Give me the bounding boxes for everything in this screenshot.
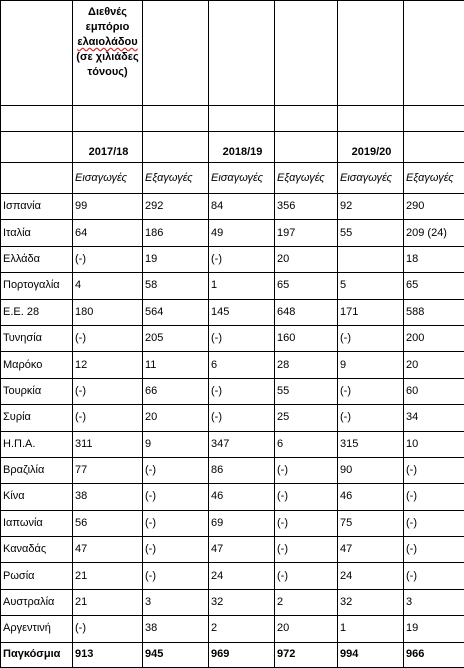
table-row [1,325,464,351]
table-row [1,246,464,272]
value-cell: (-) [404,563,464,589]
value-cell: 290 [404,194,464,220]
value-cell: 69 [209,510,275,536]
blank-cell [275,106,338,132]
value-cell: 84 [209,194,275,220]
table-row [1,510,464,536]
table-row [1,352,464,378]
table-row [1,616,464,642]
value-cell: 64 [73,220,143,246]
value-cell: 6 [209,352,275,378]
table-row [1,220,464,246]
subheader-imports: Εισαγωγές [209,163,275,194]
subheader-row [1,163,464,194]
blank-cell [209,106,275,132]
value-cell: 180 [73,299,143,325]
country-cell: Ιαπωνία [1,510,73,536]
year-empty-cell [404,132,464,163]
value-cell: (-) [338,378,404,404]
value-cell: 65 [275,273,338,299]
value-cell: (-) [404,510,464,536]
value-cell: 46 [209,484,275,510]
value-cell: (-) [338,405,404,431]
value-cell: 58 [143,273,209,299]
value-cell: 200 [404,325,464,351]
value-cell: 28 [275,352,338,378]
value-cell: (-) [275,484,338,510]
value-cell: 19 [404,616,464,642]
value-cell: 99 [73,194,143,220]
value-cell: 20 [275,616,338,642]
value-cell: 47 [73,537,143,563]
table-row [1,378,464,404]
value-cell: 966 [404,642,464,667]
table-row [1,299,464,325]
value-cell: 20 [143,405,209,431]
value-cell: (-) [73,378,143,404]
value-cell: 197 [275,220,338,246]
value-cell: (-) [143,457,209,483]
value-cell: 12 [73,352,143,378]
value-cell: 969 [209,642,275,667]
value-cell: (-) [73,325,143,351]
value-cell: (-) [275,537,338,563]
value-cell: (-) [73,246,143,272]
value-cell: 11 [143,352,209,378]
country-cell: Ρωσία [1,563,73,589]
title-empty-cell [338,1,404,106]
country-cell: Αργεντινή [1,616,73,642]
value-cell: (-) [209,246,275,272]
value-cell: (-) [143,484,209,510]
country-cell: Η.Π.Α. [1,431,73,457]
subheader-empty-cell [1,163,73,194]
value-cell: 292 [143,194,209,220]
country-cell: Ιταλία [1,220,73,246]
year-empty-cell [143,132,209,163]
value-cell: (-) [143,563,209,589]
value-cell: 49 [209,220,275,246]
value-cell: (-) [404,537,464,563]
value-cell: 55 [275,378,338,404]
value-cell: 6 [275,431,338,457]
value-cell: (-) [73,405,143,431]
value-cell: 90 [338,457,404,483]
table-row [1,537,464,563]
table-row [1,563,464,589]
value-cell: (-) [209,405,275,431]
value-cell: 186 [143,220,209,246]
value-cell: 5 [338,273,404,299]
subheader-imports: Εισαγωγές [338,163,404,194]
year-empty-cell [275,132,338,163]
value-cell: 347 [209,431,275,457]
value-cell: 564 [143,299,209,325]
year-label: 2019/20 [340,146,403,159]
value-cell: (-) [338,325,404,351]
title-empty-cell [209,1,275,106]
title-row [1,1,464,106]
value-cell: 945 [143,642,209,667]
value-cell: 9 [338,352,404,378]
table-row [1,273,464,299]
country-cell: Τουρκία [1,378,73,404]
value-cell: 25 [275,405,338,431]
value-cell: 2 [275,589,338,615]
title-empty-cell [404,1,464,106]
value-cell: 311 [73,431,143,457]
value-cell: (-) [275,457,338,483]
title-empty-cell [143,1,209,106]
country-cell: Βραζιλία [1,457,73,483]
subheader-imports: Εισαγωγές [73,163,143,194]
value-cell: 46 [338,484,404,510]
blank-row [1,106,464,132]
value-cell: 32 [209,589,275,615]
title-line-2: εμπόριο [86,21,130,33]
value-cell: 2 [209,616,275,642]
year-header-row [1,132,464,163]
country-cell: Κίνα [1,484,73,510]
title-underlined-word: ελαιολάδου [77,36,137,48]
blank-cell [143,106,209,132]
value-cell: (-) [143,510,209,536]
value-cell: (-) [209,325,275,351]
country-cell: Τυνησία [1,325,73,351]
value-cell: 86 [209,457,275,483]
value-cell: 77 [73,457,143,483]
value-cell: 56 [73,510,143,536]
year-label: 2017/18 [75,146,142,159]
table-row [1,589,464,615]
value-cell: 10 [404,431,464,457]
table-row [1,457,464,483]
table-row [1,431,464,457]
value-cell: 38 [143,616,209,642]
value-cell: 55 [338,220,404,246]
value-cell: 34 [404,405,464,431]
country-cell: Ε.Ε. 28 [1,299,73,325]
value-cell: 19 [143,246,209,272]
value-cell: 3 [143,589,209,615]
year-cell [209,132,275,163]
value-cell: 648 [275,299,338,325]
value-cell: (-) [209,378,275,404]
value-cell: 3 [404,589,464,615]
value-cell: 65 [404,273,464,299]
value-cell: 18 [404,246,464,272]
country-cell: Πορτογαλία [1,273,73,299]
value-cell: 205 [143,325,209,351]
country-cell: Καναδάς [1,537,73,563]
value-cell: 588 [404,299,464,325]
value-cell: 75 [338,510,404,536]
country-cell: Μαρόκο [1,352,73,378]
value-cell: 60 [404,378,464,404]
blank-cell [404,106,464,132]
value-cell: 913 [73,642,143,667]
value-cell: 24 [338,563,404,589]
value-cell: 32 [338,589,404,615]
value-cell: 47 [209,537,275,563]
value-cell: 24 [209,563,275,589]
year-cell [338,132,404,163]
value-cell: (-) [275,563,338,589]
subheader-exports: Εξαγωγές [143,163,209,194]
value-cell: 20 [275,246,338,272]
blank-cell [73,106,143,132]
value-cell: 66 [143,378,209,404]
value-cell: 21 [73,563,143,589]
country-cell: Συρία [1,405,73,431]
value-cell: (-) [275,510,338,536]
value-cell: (-) [143,537,209,563]
table-row [1,484,464,510]
title-line-1: Διεθνές [88,6,127,18]
value-cell: 38 [73,484,143,510]
value-cell: 92 [338,194,404,220]
value-cell: 209 (24) [404,220,464,246]
value-cell: 4 [73,273,143,299]
value-cell: 356 [275,194,338,220]
value-cell: (-) [73,616,143,642]
value-cell: 20 [404,352,464,378]
title-unit: (σε χιλιάδες τόνους) [76,51,138,78]
blank-cell [1,106,73,132]
value-cell: 1 [338,616,404,642]
year-cell [73,132,143,163]
corner-cell [1,1,73,106]
value-cell: 171 [338,299,404,325]
value-cell: 160 [275,325,338,351]
blank-cell [338,106,404,132]
value-cell: 1 [209,273,275,299]
subheader-exports: Εξαγωγές [404,163,464,194]
value-cell: (-) [404,484,464,510]
value-cell: 145 [209,299,275,325]
value-cell: (-) [404,457,464,483]
value-cell: 21 [73,589,143,615]
subheader-exports: Εξαγωγές [275,163,338,194]
value-cell: 994 [338,642,404,667]
country-cell: Παγκόσμια [1,642,73,667]
value-cell: 315 [338,431,404,457]
year-label: 2018/19 [211,146,274,159]
year-empty-cell [1,132,73,163]
country-cell: Ισπανία [1,194,73,220]
country-cell: Αυστραλία [1,589,73,615]
title-empty-cell [275,1,338,106]
value-cell: 9 [143,431,209,457]
table-row [1,194,464,220]
table-title [73,1,143,106]
value-cell [338,246,404,272]
value-cell: 47 [338,537,404,563]
value-cell: 972 [275,642,338,667]
table-row [1,405,464,431]
country-cell: Ελλάδα [1,246,73,272]
